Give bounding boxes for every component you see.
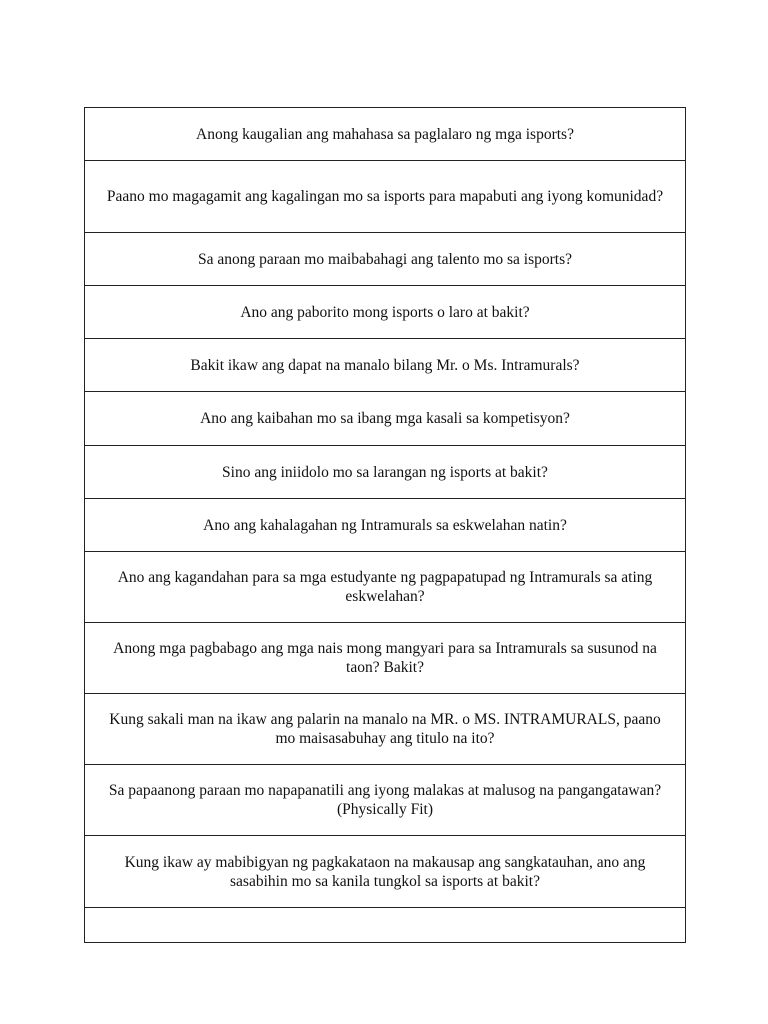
question-cell: Sa anong paraan mo maibabahagi ang talento mo sa isports? bbox=[85, 233, 686, 286]
question-cell: Ano ang kaibahan mo sa ibang mga kasali sa kompetisyon? bbox=[85, 392, 686, 446]
question-table bbox=[84, 107, 686, 943]
table-row bbox=[85, 286, 686, 339]
table-row bbox=[85, 339, 686, 392]
table-row bbox=[85, 552, 686, 623]
empty-cell bbox=[85, 908, 686, 943]
table-row bbox=[85, 446, 686, 499]
table-row bbox=[85, 623, 686, 694]
question-cell: Sa papaanong paraan mo napapanatili ang iyong malakas at malusog na pangangatawan? (Physically Fit) bbox=[85, 765, 686, 836]
question-cell: Paano mo magagamit ang kagalingan mo sa isports para mapabuti ang iyong komunidad? bbox=[85, 161, 686, 233]
question-cell: Kung sakali man na ikaw ang palarin na manalo na MR. o MS. INTRAMURALS, paano mo maisasabuhay ang titulo na ito? bbox=[85, 694, 686, 765]
question-cell: Ano ang kagandahan para sa mga estudyante ng pagpapatupad ng Intramurals sa ating eskwelahan? bbox=[85, 552, 686, 623]
table-row bbox=[85, 765, 686, 836]
question-cell: Anong kaugalian ang mahahasa sa paglalaro ng mga isports? bbox=[85, 108, 686, 161]
table-row bbox=[85, 499, 686, 552]
question-cell: Ano ang kahalagahan ng Intramurals sa eskwelahan natin? bbox=[85, 499, 686, 552]
table-row bbox=[85, 836, 686, 908]
question-cell: Ano ang paborito mong isports o laro at bakit? bbox=[85, 286, 686, 339]
question-cell: Sino ang iniidolo mo sa larangan ng isports at bakit? bbox=[85, 446, 686, 499]
question-cell: Kung ikaw ay mabibigyan ng pagkakataon na makausap ang sangkatauhan, ano ang sasabihin mo sa kanila tungkol sa isports at bakit? bbox=[85, 836, 686, 908]
question-cell: Anong mga pagbabago ang mga nais mong mangyari para sa Intramurals sa susunod na taon? Bakit? bbox=[85, 623, 686, 694]
table-row bbox=[85, 108, 686, 161]
table-row bbox=[85, 908, 686, 943]
question-cell: Bakit ikaw ang dapat na manalo bilang Mr. o Ms. Intramurals? bbox=[85, 339, 686, 392]
table-row bbox=[85, 392, 686, 446]
table-row bbox=[85, 694, 686, 765]
table-row bbox=[85, 161, 686, 233]
table-row bbox=[85, 233, 686, 286]
